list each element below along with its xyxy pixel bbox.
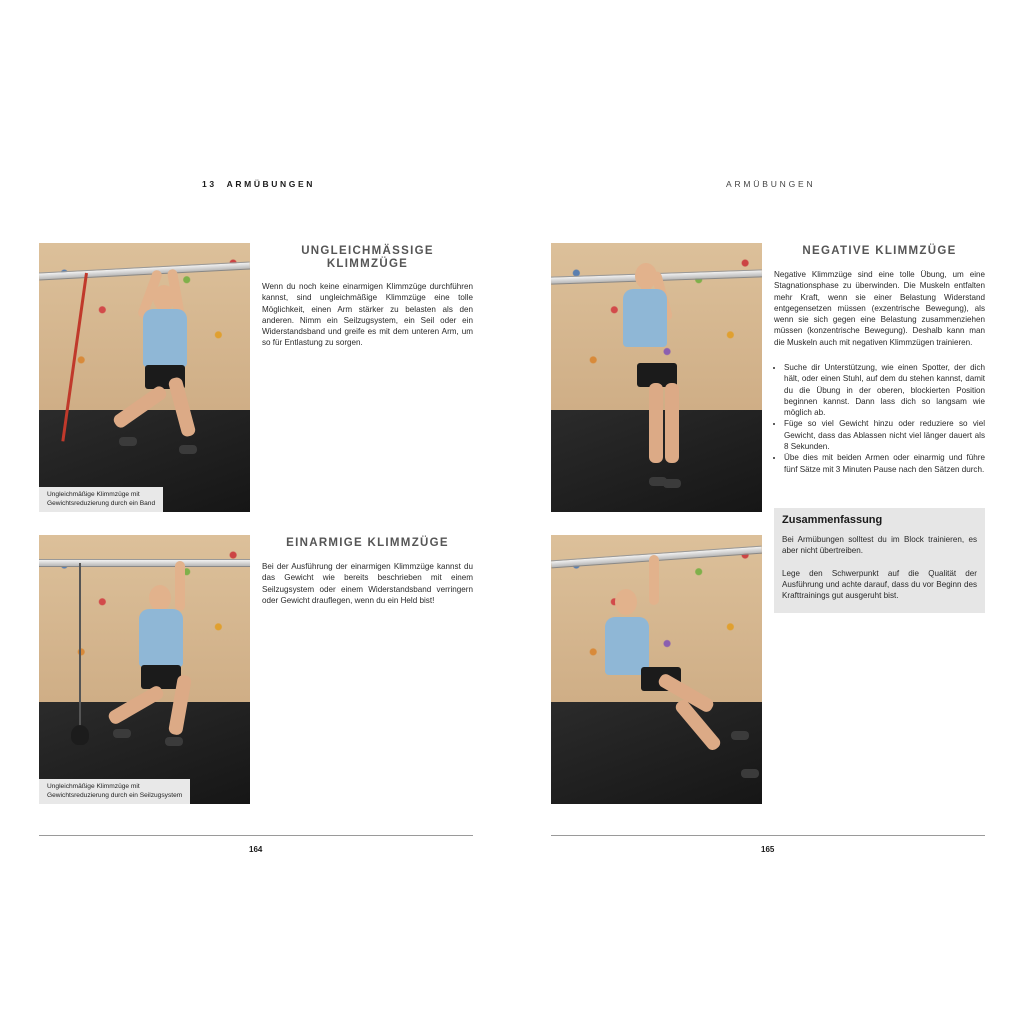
right-page: [512, 0, 1024, 1024]
bullet-list: [774, 362, 985, 475]
footer-rule: [551, 835, 985, 836]
bullet-item: • Suche dir Unterstützung, wie einen Spotter, der dich hält, oder einen Stuhl, auf dem du stehen kannst, damit du die Übung in der oberen, blockierten Position beginnen kannst. Dann lass dich so langsam wie möglich ab.: [784, 362, 985, 418]
pullup-bar: [39, 559, 250, 567]
caption-line: Gewichtsreduzierung durch ein Seilzugsystem: [47, 792, 183, 799]
heading-line: UNGLEICHMÄSSIGE: [301, 245, 434, 257]
photo-negative-pullup-start: [551, 243, 762, 512]
pulley-rope: [79, 563, 81, 733]
heading-line: KLIMMZÜGE: [326, 258, 409, 270]
summary-paragraph: Lege den Schwerpunkt auf die Qualität der Ausführung und achte darauf, dass du vor Beginn des Krafttrainings gut ausgeruht bist.: [782, 568, 977, 601]
running-head-left: [202, 179, 315, 189]
section-heading: NEGATIVE KLIMMZÜGE: [802, 245, 957, 257]
running-head-right: ARMÜBUNGEN: [726, 179, 816, 189]
photo-negative-pullup-lowering: [551, 535, 762, 804]
photo-caption: [39, 487, 163, 512]
caption-line: Gewichtsreduzierung durch ein Band: [47, 500, 156, 507]
chapter-number: 13: [202, 179, 217, 189]
photo-caption: [39, 779, 190, 804]
summary-paragraph: Bei Armübungen solltest du im Block trainieren, es aber nicht übertreiben.: [782, 535, 977, 556]
page-number: 165: [761, 845, 775, 854]
bullet-item: • Übe dies mit beiden Armen oder einarmig und führe fünf Sätze mit 3 Minuten Pause nach den Sätzen durch.: [784, 452, 985, 475]
section-heading: EINARMIGE KLIMMZÜGE: [286, 537, 449, 549]
kettlebell-weight: [71, 725, 89, 745]
chapter-title: ARMÜBUNGEN: [226, 179, 315, 189]
footer-rule: [39, 835, 473, 836]
summary-box: [774, 508, 985, 613]
summary-title: Zusammenfassung: [782, 514, 883, 526]
section-heading: [262, 245, 473, 271]
section-body: Negative Klimmzüge sind eine tolle Übung, um eine Stagnationsphase zu überwinden. Die Muskeln entfalten mehr Kraft, wenn sie einer Belastung Widerstand entgegensetzen müssen (exzentrische Bewegung), als wenn sie sich gegen eine Belastung zusammenziehen müssen (konzentrische Bewegung). Deshalb kann man die Muskeln auch mit negativen Klimmzügen trainieren.: [774, 270, 985, 347]
caption-line: Ungleichmäßige Klimmzüge mit: [47, 491, 140, 498]
photo-one-arm-pullup-pulley: [39, 535, 250, 804]
gym-mat: [551, 702, 762, 804]
caption-line: Ungleichmäßige Klimmzüge mit: [47, 783, 140, 790]
photo-uneven-pullup-band: [39, 243, 250, 512]
section-body: Wenn du noch keine einarmigen Klimmzüge durchführen kannst, sind ungleichmäßige Klimmzüge eine tolle Möglichkeit, einen Arm stärker zu belasten als den anderen. Nimm ein Seilzugsystem, ein Seil oder ein Widerstandsband und greife es mit dem unteren Arm, um so für Entlastung zu sorgen.: [262, 282, 473, 348]
page-number: 164: [249, 845, 263, 854]
section-body: Bei der Ausführung der einarmigen Klimmzüge kannst du das Gewicht wie bereits beschrieben mit einem Seilzugsystem oder einem Widerstandsband verringern oder Gewicht drauflegen, wenn du ein Held bist!: [262, 562, 473, 605]
bullet-item: • Füge so viel Gewicht hinzu oder reduziere so viel Gewicht, dass das Ablassen nicht viel länger dauert als 8 Sekunden.: [784, 418, 985, 452]
